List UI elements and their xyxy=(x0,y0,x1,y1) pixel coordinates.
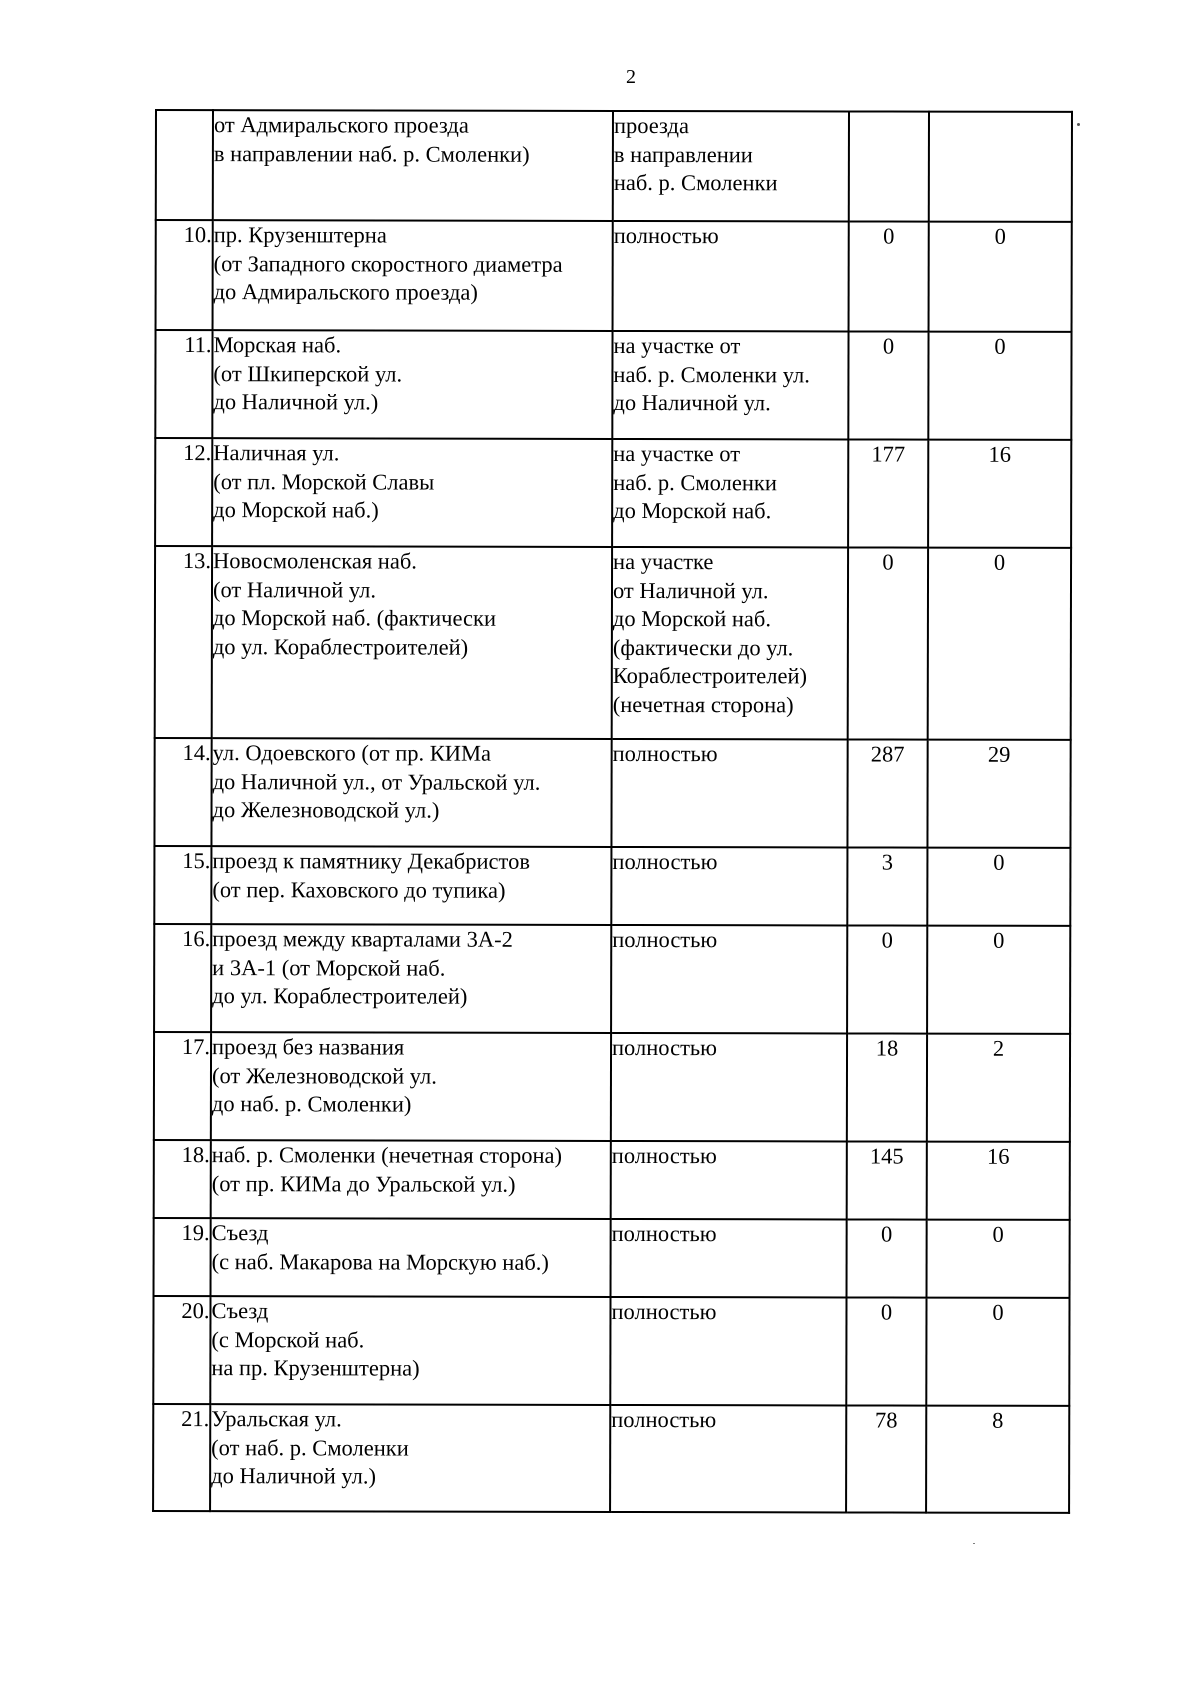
value-1: 0 xyxy=(880,1221,893,1247)
street-name-cell xyxy=(211,738,611,847)
street-name-cell xyxy=(210,1296,610,1405)
value-column-2-cell xyxy=(927,1220,1070,1298)
street-name-line: до Морской наб. (фактически xyxy=(212,605,497,631)
table-row xyxy=(154,738,1070,848)
street-name-line: до Наличной ул., от Уральской ул. xyxy=(212,768,541,795)
street-name-cell xyxy=(210,1404,610,1512)
section-line: на участке от xyxy=(613,332,741,359)
value-2: 0 xyxy=(994,333,1006,359)
section-cell xyxy=(611,1141,847,1219)
street-name-line: до Наличной ул.) xyxy=(213,389,379,415)
street-name-line: Наличная ул. xyxy=(213,440,340,466)
street-name-line: Новосмоленская наб. xyxy=(213,548,417,574)
row-number xyxy=(156,110,213,220)
value-1: 78 xyxy=(874,1407,898,1433)
table-row xyxy=(156,110,1072,222)
value-column-2-cell xyxy=(929,222,1072,332)
value-column-1-cell xyxy=(848,547,928,739)
table-row xyxy=(155,546,1071,740)
street-name-cell xyxy=(211,1140,611,1219)
street-name-line: до ул. Кораблестроителей) xyxy=(212,983,468,1009)
value-column-1-cell xyxy=(849,111,929,221)
section-line: (нечетная сторона) xyxy=(612,691,794,717)
street-name-line: (от пр. КИМа до Уральской ул.) xyxy=(211,1170,516,1197)
value-1: 0 xyxy=(883,223,895,249)
table-row xyxy=(154,1218,1070,1298)
street-name-cell xyxy=(212,330,612,439)
value-1: 0 xyxy=(882,549,894,575)
street-name-line: от Адмиральского проезда xyxy=(213,112,469,138)
value-column-1-cell xyxy=(847,847,927,925)
value-2: 0 xyxy=(992,1299,1004,1325)
table-row xyxy=(153,1404,1069,1513)
value-1: 3 xyxy=(881,849,894,875)
value-column-1-cell xyxy=(849,221,929,331)
street-name-line: (от пл. Морской Славы xyxy=(213,468,435,495)
street-name-line: Уральская ул. xyxy=(211,1406,342,1432)
street-name-line: Съезд xyxy=(211,1298,269,1324)
table-row xyxy=(153,1296,1069,1406)
value-column-1-cell xyxy=(848,331,928,439)
row-number: 12. xyxy=(155,438,212,546)
value-2: 16 xyxy=(987,1143,1010,1169)
section-line: до Морской наб. xyxy=(612,605,772,632)
row-number: 21. xyxy=(153,1404,210,1511)
section-line: проезда xyxy=(613,112,689,139)
streets-table xyxy=(152,109,1073,1514)
street-name-line: и 3А-1 (от Морской наб. xyxy=(212,954,446,981)
street-name-line: до Адмиральского проезда) xyxy=(213,279,478,305)
page-number: 2 xyxy=(626,66,636,88)
value-column-1-cell xyxy=(847,1219,927,1297)
street-name-line: (от Железноводской ул. xyxy=(211,1062,437,1089)
section-cell xyxy=(612,547,848,739)
value-1: 0 xyxy=(881,927,893,953)
street-name-line: до Железноводской ул.) xyxy=(212,797,440,823)
value-1: 0 xyxy=(882,333,895,359)
value-column-2-cell xyxy=(927,740,1070,848)
row-number: 15. xyxy=(154,846,211,924)
section-cell xyxy=(611,1219,847,1297)
value-2: 2 xyxy=(992,1035,1005,1061)
value-2: 8 xyxy=(992,1407,1004,1433)
section-cell xyxy=(610,1297,846,1405)
scan-speck xyxy=(973,1543,975,1544)
row-number: 17. xyxy=(154,1032,211,1140)
street-name-line: (от наб. р. Смоленки xyxy=(211,1434,409,1461)
street-name-line: проезд между кварталами 3А-2 xyxy=(212,926,513,952)
section-line: полностью xyxy=(611,1220,717,1247)
street-name-line: наб. р. Смоленки (нечетная сторона) xyxy=(211,1142,563,1168)
street-name-line: в направлении наб. р. Смоленки) xyxy=(213,140,530,167)
value-column-1-cell xyxy=(847,1033,927,1141)
row-number: 14. xyxy=(154,738,211,846)
street-name-cell xyxy=(211,924,611,1033)
section-line: на участке xyxy=(613,548,714,575)
street-name-cell xyxy=(213,110,613,221)
section-line: в направлении xyxy=(613,141,753,167)
section-line: (фактически до ул. xyxy=(612,634,794,660)
table-row xyxy=(155,438,1071,548)
value-column-2-cell xyxy=(929,112,1072,222)
scan-speck xyxy=(1077,123,1080,126)
value-column-1-cell xyxy=(848,439,928,547)
table-row xyxy=(154,1140,1070,1220)
row-number: 20. xyxy=(153,1296,210,1404)
street-name-cell xyxy=(213,220,613,331)
value-column-1-cell xyxy=(847,1141,927,1219)
value-column-2-cell xyxy=(927,848,1070,926)
section-cell xyxy=(612,331,848,439)
street-name-line: проезд к памятнику Декабристов xyxy=(212,848,530,874)
row-number: 13. xyxy=(155,546,212,738)
value-2: 0 xyxy=(993,549,1006,575)
value-2: 0 xyxy=(992,1221,1004,1247)
section-line: полностью xyxy=(612,848,718,875)
section-line: Кораблестроителей) xyxy=(612,662,808,689)
section-line: полностью xyxy=(612,1034,718,1061)
value-2: 0 xyxy=(994,223,1006,249)
street-name-line: пр. Крузенштерна xyxy=(213,222,387,248)
value-column-2-cell xyxy=(926,1298,1069,1406)
street-name-line: (от пер. Каховского до тупика) xyxy=(212,876,506,903)
street-name-line: до наб. р. Смоленки) xyxy=(211,1091,412,1117)
street-name-cell xyxy=(211,846,611,925)
street-name-line: Съезд xyxy=(211,1220,269,1246)
section-line: полностью xyxy=(611,1406,717,1433)
street-name-cell xyxy=(211,1218,611,1297)
section-line: полностью xyxy=(611,1142,717,1169)
value-column-2-cell xyxy=(926,1406,1069,1513)
row-number: 18. xyxy=(154,1140,211,1218)
table-row xyxy=(154,846,1070,926)
street-name-line: до ул. Кораблестроителей) xyxy=(212,633,469,660)
street-name-line: проезд без названия xyxy=(212,1034,405,1060)
value-2: 29 xyxy=(987,741,1011,767)
section-cell xyxy=(610,1405,846,1512)
street-name-line: (с наб. Макарова на Морскую наб.) xyxy=(211,1248,549,1275)
table-container xyxy=(152,109,1071,1514)
street-name-line: до Наличной ул.) xyxy=(211,1463,377,1489)
value-2: 0 xyxy=(993,927,1005,953)
value-column-1-cell xyxy=(847,739,927,847)
value-column-2-cell xyxy=(928,548,1071,740)
table-body xyxy=(153,110,1072,1513)
value-1: 287 xyxy=(870,741,905,767)
section-line: наб. р. Смоленки ул. xyxy=(613,361,810,387)
section-line: до Наличной ул. xyxy=(613,389,771,416)
street-name-line: (от Западного скоростного диаметра xyxy=(213,250,563,277)
street-name-cell xyxy=(211,1032,611,1141)
row-number: 16. xyxy=(154,924,211,1032)
table-row xyxy=(154,1032,1070,1142)
table-row xyxy=(156,220,1072,332)
section-line: до Морской наб. xyxy=(613,497,772,524)
value-column-2-cell xyxy=(927,926,1070,1034)
street-name-line: (от Наличной ул. xyxy=(212,576,377,602)
value-column-1-cell xyxy=(846,1297,926,1405)
section-line: наб. р. Смоленки xyxy=(613,169,778,196)
section-cell xyxy=(611,847,847,925)
street-name-line: до Морской наб.) xyxy=(213,497,379,523)
section-cell xyxy=(613,111,849,221)
value-1: 145 xyxy=(869,1143,904,1169)
value-column-2-cell xyxy=(928,440,1071,548)
value-column-1-cell xyxy=(847,925,927,1033)
value-2: 0 xyxy=(993,849,1005,875)
row-number: 11. xyxy=(155,330,212,438)
value-column-2-cell xyxy=(927,1034,1070,1142)
section-line: полностью xyxy=(612,926,718,953)
value-2: 16 xyxy=(988,441,1012,467)
section-line: полностью xyxy=(611,1298,717,1325)
section-cell xyxy=(611,925,847,1033)
street-name-cell xyxy=(212,546,612,739)
section-line: полностью xyxy=(613,222,719,249)
section-line: на участке от xyxy=(613,440,741,467)
street-name-cell xyxy=(212,438,612,547)
street-name-line: на пр. Крузенштерна) xyxy=(211,1355,420,1381)
street-name-line: (от Шкиперской ул. xyxy=(213,360,403,387)
table-row xyxy=(155,330,1071,440)
section-line: полностью xyxy=(612,740,718,767)
section-cell xyxy=(612,439,848,547)
table-row xyxy=(154,924,1070,1034)
street-name-line: (с Морской наб. xyxy=(211,1326,365,1352)
value-1: 0 xyxy=(880,1299,893,1325)
value-1: 177 xyxy=(871,441,906,467)
section-cell xyxy=(611,1033,847,1141)
value-column-1-cell xyxy=(846,1405,926,1512)
value-column-2-cell xyxy=(927,1142,1070,1220)
street-name-line: ул. Одоевского (от пр. КИМа xyxy=(212,740,492,766)
section-cell xyxy=(611,739,847,847)
value-1: 18 xyxy=(875,1035,899,1061)
section-line: от Наличной ул. xyxy=(612,577,769,603)
street-name-line: Морская наб. xyxy=(213,332,342,358)
value-column-2-cell xyxy=(928,332,1071,440)
row-number: 19. xyxy=(154,1218,211,1296)
section-cell xyxy=(613,221,849,331)
section-line: наб. р. Смоленки xyxy=(613,469,777,495)
row-number: 10. xyxy=(156,220,213,330)
